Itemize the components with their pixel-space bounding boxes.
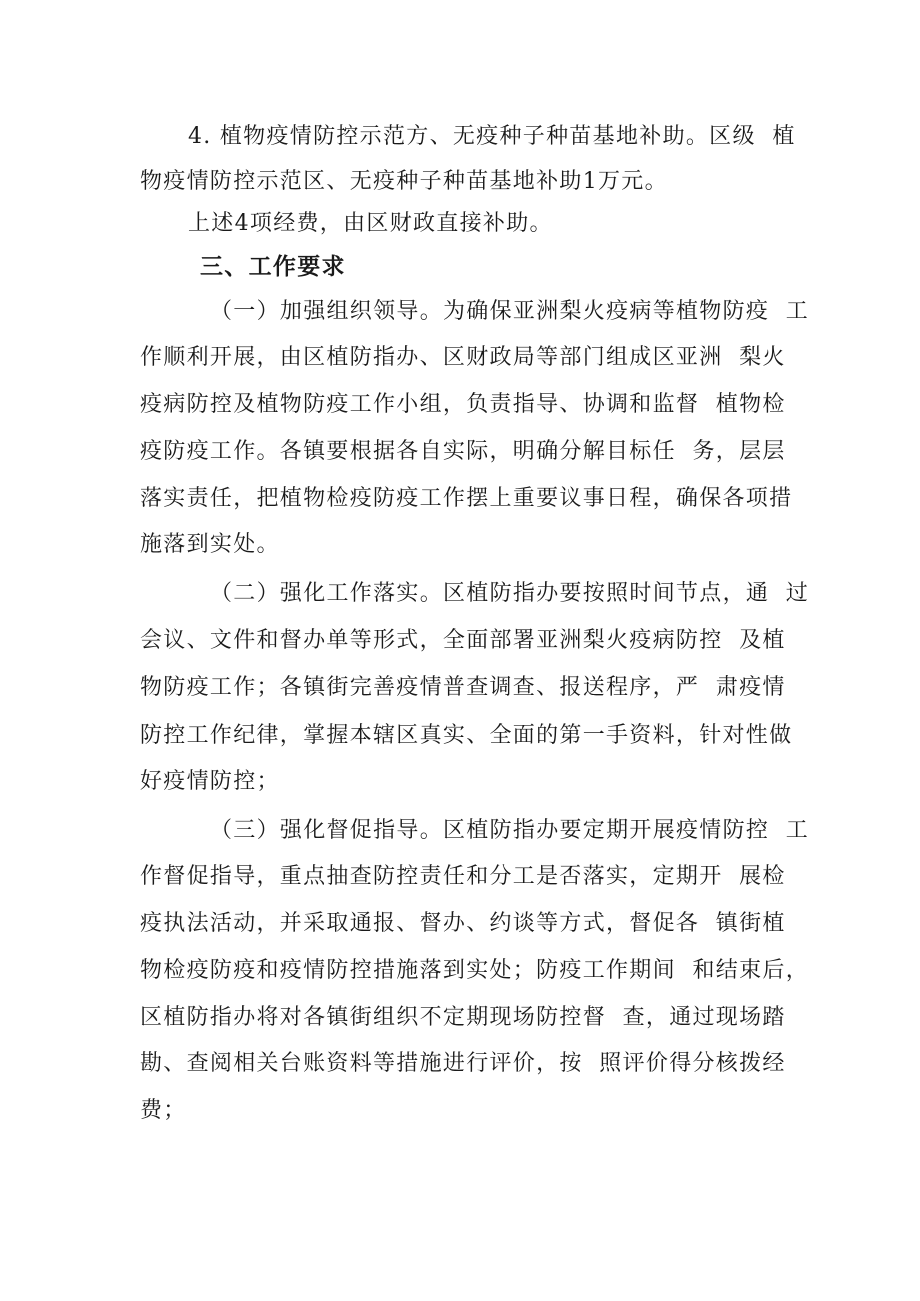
requirement2-line-5: 好疫情防控； [140,769,280,794]
requirement2-line-4: 防控工作纪律，掌握本辖区真实、全面的第一手资料，针对性做 [140,723,793,748]
requirement1-line-5: 落实责任，把植物检疫防疫工作摆上重要议事日程，确保各项措 [140,486,793,511]
requirement1-line-2: 作顺利开展，由区植防指办、区财政局等部门组成区亚洲 梨火 [140,345,786,370]
requirement1-line-6: 施落到实处。 [140,532,280,557]
section-heading: 三、工作要求 [200,254,346,280]
requirement3-line-5: 区植防指办将对各镇街组织不定期现场防控督 查，通过现场踏 [140,1005,786,1030]
requirement2-line-2: 会议、文件和督办单等形式，全面部署亚洲梨火疫病防控 及植 [140,628,786,653]
requirement3-line-6: 勘、查阅相关台账资料等措施进行评价，按 照评价得分核拨经 [140,1051,786,1076]
summary-line: 上述4项经费，由区财政直接补助。 [188,211,553,236]
requirement3-line-7: 费； [140,1098,187,1123]
requirement1-line-3: 疫病防控及植物防疫工作小组，负责指导、协调和监督 植物检 [140,392,786,417]
requirement3-line-4: 物检疫防疫和疫情防控措施落到实处；防疫工作期间 和结束后， [140,958,809,983]
requirement1-line-1: （一）加强组织领导。为确保亚洲梨火疫病等植物防疫 工 [210,299,810,324]
requirement2-line-1: （二）强化工作落实。区植防指办要按照时间节点，通 过 [210,581,810,606]
requirement3-line-2: 作督促指导，重点抽查防控责任和分工是否落实，定期开 展检 [140,864,786,889]
requirement3-line-1: （三）强化督促指导。区植防指办要定期开展疫情防控 工 [210,818,810,843]
item4-line-1: 4. 植物疫情防控示范方、无疫种子种苗基地补助。区级 植 [188,124,796,149]
requirement3-line-3: 疫执法活动，并采取通报、督办、约谈等方式，督促各 镇街植 [140,911,786,936]
requirement1-line-4: 疫防疫工作。各镇要根据各自实际，明确分解目标任 务，层层 [140,439,786,464]
item4-line-2: 物疫情防控示范区、无疫种子种苗基地补助1万元。 [140,169,668,194]
requirement2-line-3: 物防疫工作；各镇街完善疫情普查调查、报送程序，严 肃疫情 [140,675,786,700]
